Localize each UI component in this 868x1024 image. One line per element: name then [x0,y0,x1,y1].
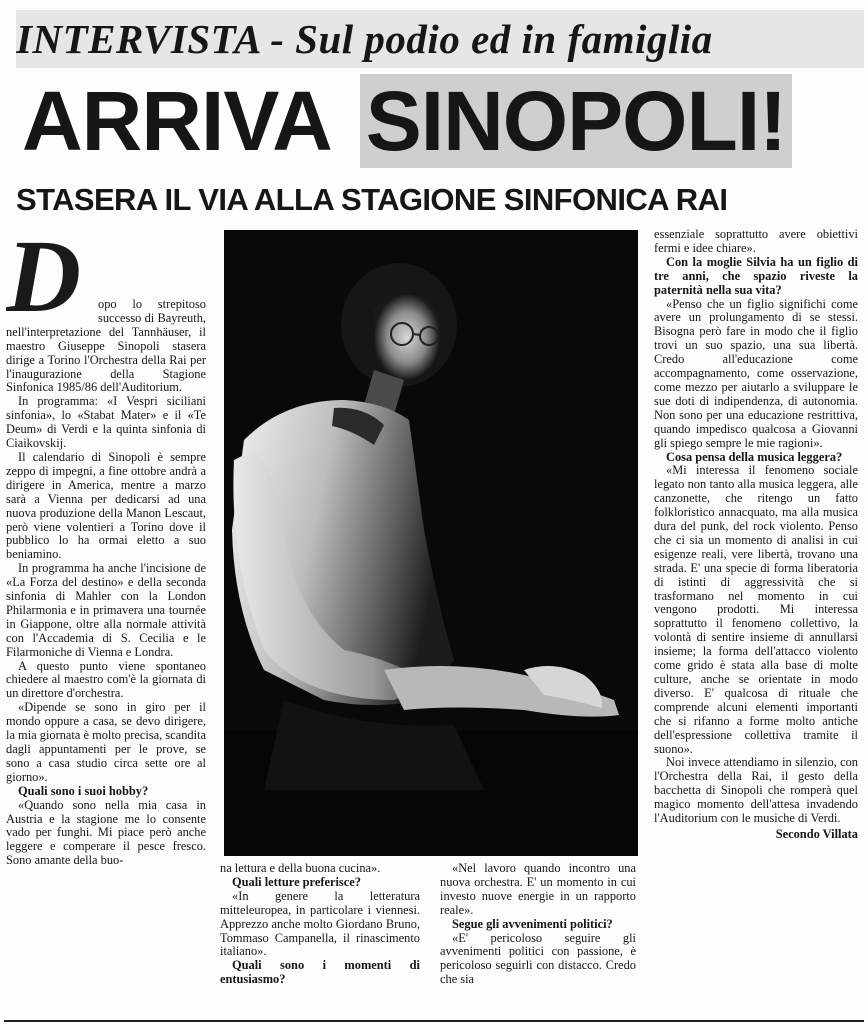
article-column-1 [6,236,206,1020]
paragraph: A questo punto viene spontaneo chiedere al maestro com'è la giornata di un direttore d'orchestra. [6,658,206,701]
article-column-4 [654,228,858,1020]
paragraph: «Penso che un figlio significhi come avere un prolungamento di se stessi. Bisogna però fare in modo che il figlio trovi un suo spazio, una sua libertà. Credo all'educazione come accompagnamento, come osservazione, come mezzo per aiutarlo a sviluppare le sue doti di indipendenza, di autonomia. Non sono per una educazione restrittiva, quando impedisco qualcosa a Giovanni gli spiego sempre le mie ragioni». [654,296,858,450]
paragraph: «Dipende se sono in giro per il mondo oppure a casa, se devo dirigere, la mia giornata è molto precisa, scandita dagli appuntamenti per le prove, se sono a casa studio circa sette ore al giorno». [6,700,206,784]
article-column-2 [220,862,420,1020]
interview-question: Segue gli avvenimenti politici? [452,916,613,931]
author-signature: Secondo Villata [775,826,858,841]
paragraph: «E' pericoloso seguire gli avvenimenti politici con passione, è pericoloso seguirli con distacco. Credo che sia [440,930,636,987]
paragraph: «Nel lavoro quando incontro una nuova orchestra. E' un momento in cui investo nuove energie in un rapporto reale». [440,862,636,917]
interview-question: Quali sono i suoi hobby? [18,783,149,798]
subheadline: STASERA IL VIA ALLA STAGIONE SINFONICA RAI [16,182,728,217]
drop-cap: D [6,236,82,334]
interview-question: Con la moglie Silvia ha un figlio di tre anni, che spazio riveste la paternità nella sua vita? [654,254,858,297]
paragraph: «Quando sono nella mia casa in Austria e la stagione me lo consente vado per funghi. Mi piace però anche leggere e comperare il pesce fresco. Sono amante della buo- [6,797,206,868]
interview-question: Cosa pensa della musica leggera? [666,449,843,464]
paragraph: In programma ha anche l'incisione de «La Forza del destino» e della seconda sinfonia di Mahler con la London Philarmonia e in primavera una tournée in Giappone, oltre alla normale attività con l'Accademia di S. Cecilia e le Filarmoniche di Vienna e Londra. [6,561,206,659]
headline-part-arriva: ARRIVA [22,74,332,168]
paragraph: In programma: «I Vespri siciliani sinfonia», lo «Stabat Mater» e il «Te Deum» di Verdi e la quinta sinfonia di Ciaikovskij. [6,394,206,451]
conductor-silhouette-image [224,230,638,856]
paragraph: «Mi interessa il fenomeno sociale legato non tanto alla musica leggera, alle canzonette, che ritengo un fatto folkloristico annacquato, ma alla musica dura del punk, del rock violento. Penso che ci sia un momento di analisi in cui esigenze reali, vere libertà, trovano una strada. E' una specie di forma liberatoria di istinti di aggressività che si trasformano nel momento in cui vengono prodotti. Mi interessa soprattutto il fenomeno collettivo, la volontà di sentire insieme di annullarsi insieme; la forma dell'attacco violento come grido è stata alla base di molte culture, anche se orientate in modo diverso. E' qualcosa di rituale che comprende alcuni elementi importanti che si rifanno a forme molto antiche dell'espressione collettiva tramite il suono». [654,463,858,756]
interview-question: Quali letture preferisce? [232,874,361,889]
paragraph: Noi invece attendiamo in silenzio, con l'Orchestra della Rai, il gesto della bacchetta di Sinopoli che romperà quel magico momento dell'attesa invadendo l'Auditorium con le musiche di Verdi. [654,755,858,826]
paragraph: na lettura e della buona cucina». [220,862,381,875]
bottom-rule [4,1020,864,1022]
paragraph: Il calendario di Sinopoli è sempre zeppo di impegni, a fine ottobre andrà a dirigere in America, mentre a marzo sarà a Vienna per dedicarsi ad una nuova produzione della Manon Lescaut, però viene volentieri a Torino dove il pubblico lo ha ormai eletto a suo beniamino. [6,449,206,562]
kicker-banner: INTERVISTA - Sul podio ed in famiglia [16,10,864,68]
interview-question: Quali sono i momenti di entusiasmo? [220,958,420,987]
conductor-photo [224,230,638,856]
headline-part-sinopoli: SINOPOLI! [360,74,792,168]
headline [16,74,860,168]
paragraph: opo lo strepitoso successo di Bayreuth, nell'interpretazione del Tannhäuser, il maestro Giuseppe Sinopoli stasera dirige a Torino l'Orchestra della Rai per l'inaugurazione della Stagione Sinfonica 1985/86 dell'Auditorium. [6,297,206,395]
paragraph: «In genere la letteratura mitteleuropea, in particolare i viennesi. Apprezzo anche molto Giordano Bruno, Tommaso Campanella, il rinascimento italiano». [220,888,420,959]
article-column-3 [440,862,636,1020]
paragraph: essenziale soprattutto avere obiettivi fermi e idee chiare». [654,228,858,255]
